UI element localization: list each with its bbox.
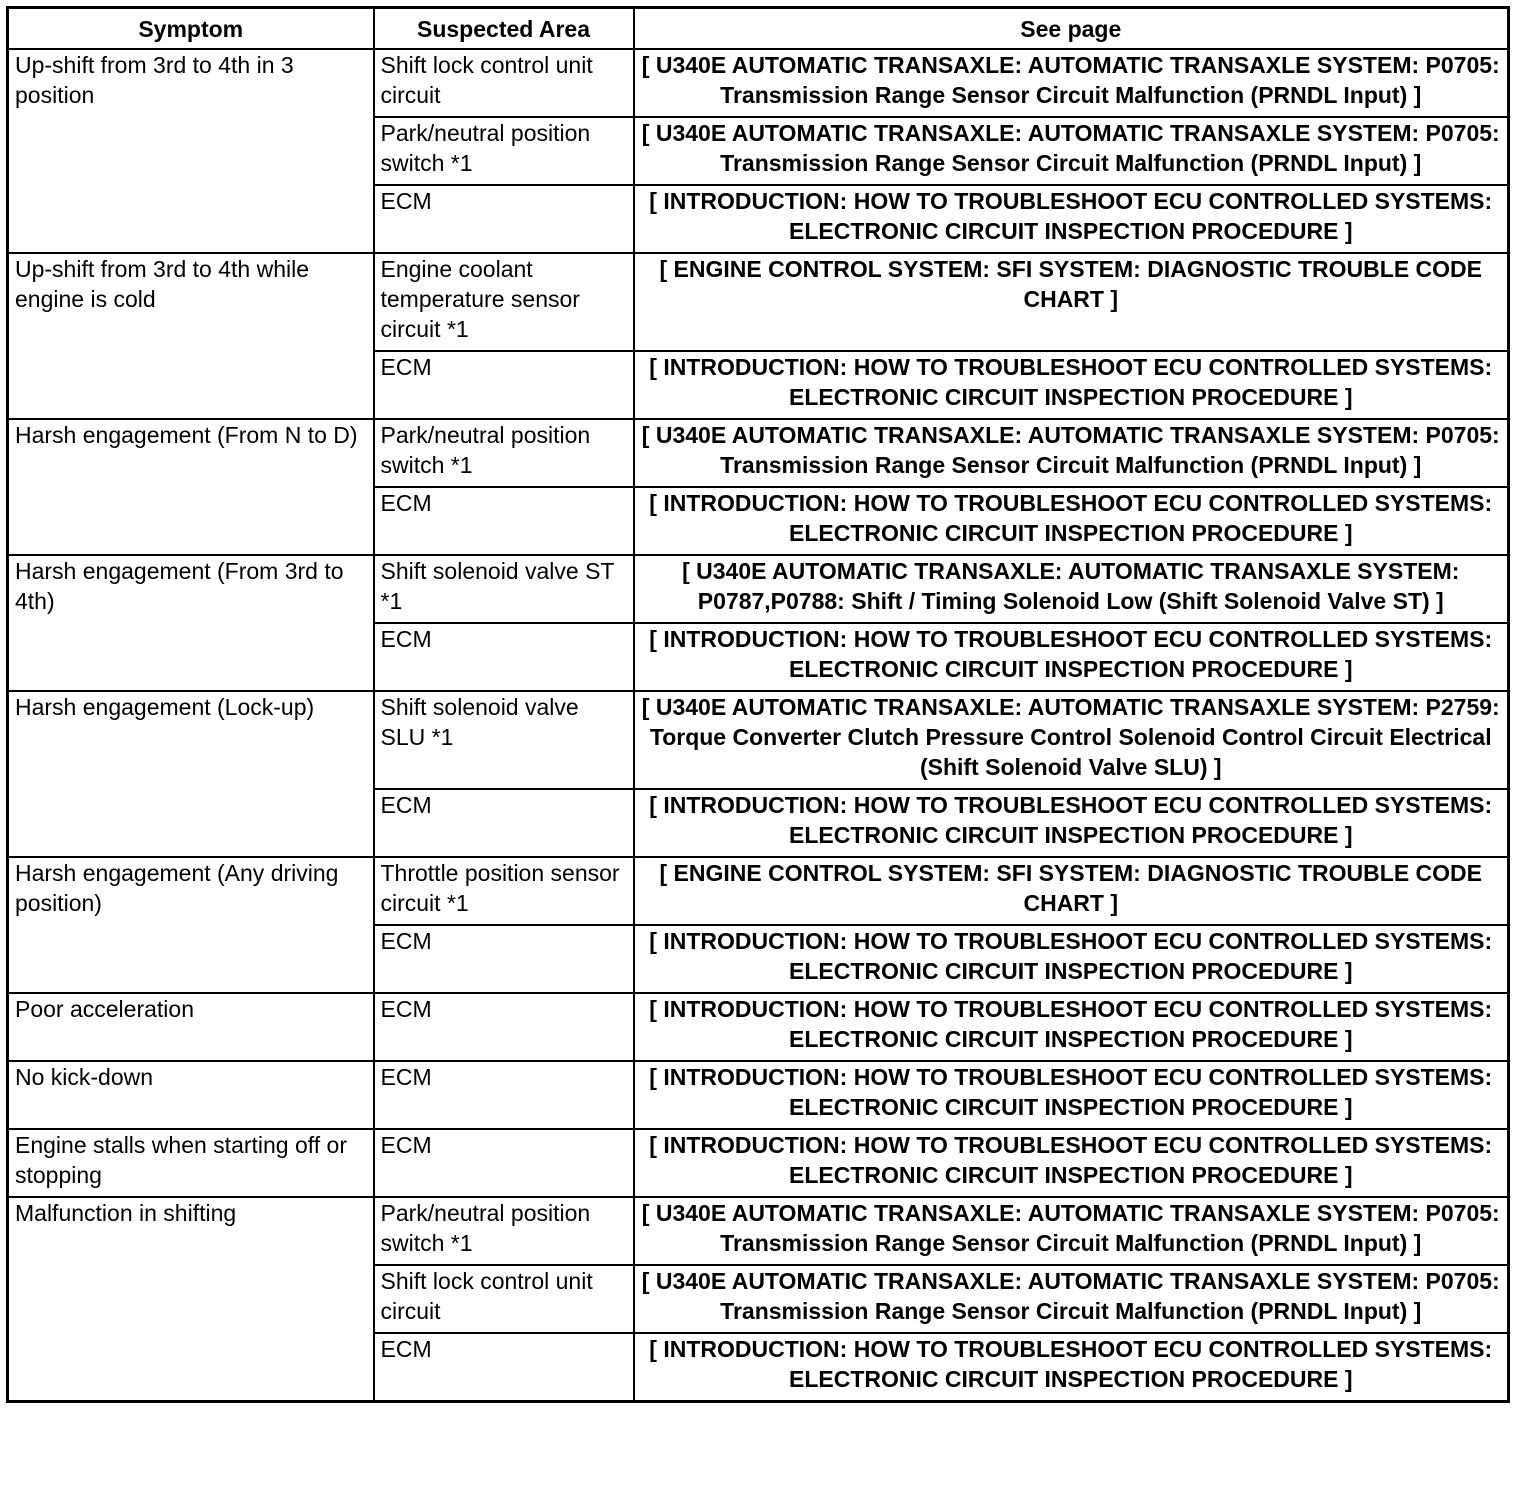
suspected-area-cell: Shift lock control unit circuit (374, 49, 634, 117)
see-page-link[interactable]: [ INTRODUCTION: HOW TO TROUBLESHOOT ECU CONTROLLED SYSTEMS: ELECTRONIC CIRCUIT INSPECTION PROCEDURE ] (634, 1061, 1509, 1129)
see-page-link[interactable]: [ ENGINE CONTROL SYSTEM: SFI SYSTEM: DIAGNOSTIC TROUBLE CODE CHART ] (634, 857, 1509, 925)
suspected-area-cell: ECM (374, 487, 634, 555)
suspected-area-cell: ECM (374, 993, 634, 1061)
symptom-cell: Harsh engagement (From 3rd to 4th) (8, 555, 374, 691)
see-page-link[interactable]: [ INTRODUCTION: HOW TO TROUBLESHOOT ECU CONTROLLED SYSTEMS: ELECTRONIC CIRCUIT INSPECTION PROCEDURE ] (634, 925, 1509, 993)
see-page-link[interactable]: [ INTRODUCTION: HOW TO TROUBLESHOOT ECU CONTROLLED SYSTEMS: ELECTRONIC CIRCUIT INSPECTION PROCEDURE ] (634, 1333, 1509, 1402)
symptom-cell: Harsh engagement (Any driving position) (8, 857, 374, 993)
table-row (8, 555, 1509, 623)
see-page-link[interactable]: [ INTRODUCTION: HOW TO TROUBLESHOOT ECU CONTROLLED SYSTEMS: ELECTRONIC CIRCUIT INSPECTION PROCEDURE ] (634, 1129, 1509, 1197)
suspected-area-cell: Park/neutral position switch *1 (374, 1197, 634, 1265)
suspected-area-cell: ECM (374, 1333, 634, 1402)
suspected-area-cell: Park/neutral position switch *1 (374, 117, 634, 185)
symptom-cell: Harsh engagement (From N to D) (8, 419, 374, 555)
table-row (8, 253, 1509, 351)
table-row (8, 857, 1509, 925)
symptom-cell: Poor acceleration (8, 993, 374, 1061)
see-page-link[interactable]: [ U340E AUTOMATIC TRANSAXLE: AUTOMATIC TRANSAXLE SYSTEM: P0787,P0788: Shift / Timing Solenoid Low (Shift Solenoid Valve ST) ] (634, 555, 1509, 623)
see-page-link[interactable]: [ INTRODUCTION: HOW TO TROUBLESHOOT ECU CONTROLLED SYSTEMS: ELECTRONIC CIRCUIT INSPECTION PROCEDURE ] (634, 789, 1509, 857)
table-header-row (8, 8, 1509, 50)
header-suspected-area: Suspected Area (374, 8, 634, 50)
diagnostic-table (6, 6, 1510, 1403)
symptom-cell: Harsh engagement (Lock-up) (8, 691, 374, 857)
suspected-area-cell: ECM (374, 1061, 634, 1129)
see-page-link[interactable]: [ U340E AUTOMATIC TRANSAXLE: AUTOMATIC TRANSAXLE SYSTEM: P0705: Transmission Range Sensor Circuit Malfunction (PRNDL Input) ] (634, 419, 1509, 487)
suspected-area-cell: ECM (374, 1129, 634, 1197)
table-row (8, 1129, 1509, 1197)
see-page-link[interactable]: [ U340E AUTOMATIC TRANSAXLE: AUTOMATIC TRANSAXLE SYSTEM: P0705: Transmission Range Sensor Circuit Malfunction (PRNDL Input) ] (634, 1265, 1509, 1333)
see-page-link[interactable]: [ INTRODUCTION: HOW TO TROUBLESHOOT ECU CONTROLLED SYSTEMS: ELECTRONIC CIRCUIT INSPECTION PROCEDURE ] (634, 351, 1509, 419)
suspected-area-cell: ECM (374, 925, 634, 993)
suspected-area-cell: ECM (374, 623, 634, 691)
suspected-area-cell: ECM (374, 351, 634, 419)
see-page-link[interactable]: [ U340E AUTOMATIC TRANSAXLE: AUTOMATIC TRANSAXLE SYSTEM: P0705: Transmission Range Sensor Circuit Malfunction (PRNDL Input) ] (634, 117, 1509, 185)
see-page-link[interactable]: [ INTRODUCTION: HOW TO TROUBLESHOOT ECU CONTROLLED SYSTEMS: ELECTRONIC CIRCUIT INSPECTION PROCEDURE ] (634, 487, 1509, 555)
table-row (8, 1061, 1509, 1129)
header-see-page: See page (634, 8, 1509, 50)
table-row (8, 1197, 1509, 1265)
see-page-link[interactable]: [ INTRODUCTION: HOW TO TROUBLESHOOT ECU CONTROLLED SYSTEMS: ELECTRONIC CIRCUIT INSPECTION PROCEDURE ] (634, 993, 1509, 1061)
table-row (8, 993, 1509, 1061)
table-row (8, 49, 1509, 117)
suspected-area-cell: Shift solenoid valve ST *1 (374, 555, 634, 623)
see-page-link[interactable]: [ U340E AUTOMATIC TRANSAXLE: AUTOMATIC TRANSAXLE SYSTEM: P0705: Transmission Range Sensor Circuit Malfunction (PRNDL Input) ] (634, 1197, 1509, 1265)
see-page-link[interactable]: [ U340E AUTOMATIC TRANSAXLE: AUTOMATIC TRANSAXLE SYSTEM: P2759: Torque Converter Clutch Pressure Control Solenoid Control Circuit Electrical (Shift Solenoid Valve SLU) ] (634, 691, 1509, 789)
table-row (8, 419, 1509, 487)
suspected-area-cell: Engine coolant temperature sensor circuit *1 (374, 253, 634, 351)
suspected-area-cell: ECM (374, 185, 634, 253)
symptom-cell: Malfunction in shifting (8, 1197, 374, 1402)
symptom-cell: Up-shift from 3rd to 4th in 3 position (8, 49, 374, 253)
see-page-link[interactable]: [ INTRODUCTION: HOW TO TROUBLESHOOT ECU CONTROLLED SYSTEMS: ELECTRONIC CIRCUIT INSPECTION PROCEDURE ] (634, 185, 1509, 253)
symptom-cell: No kick-down (8, 1061, 374, 1129)
suspected-area-cell: Shift lock control unit circuit (374, 1265, 634, 1333)
suspected-area-cell: Throttle position sensor circuit *1 (374, 857, 634, 925)
see-page-link[interactable]: [ ENGINE CONTROL SYSTEM: SFI SYSTEM: DIAGNOSTIC TROUBLE CODE CHART ] (634, 253, 1509, 351)
suspected-area-cell: Shift solenoid valve SLU *1 (374, 691, 634, 789)
header-symptom: Symptom (8, 8, 374, 50)
suspected-area-cell: ECM (374, 789, 634, 857)
symptom-cell: Up-shift from 3rd to 4th while engine is cold (8, 253, 374, 419)
see-page-link[interactable]: [ U340E AUTOMATIC TRANSAXLE: AUTOMATIC TRANSAXLE SYSTEM: P0705: Transmission Range Sensor Circuit Malfunction (PRNDL Input) ] (634, 49, 1509, 117)
symptom-cell: Engine stalls when starting off or stopping (8, 1129, 374, 1197)
table-row (8, 691, 1509, 789)
see-page-link[interactable]: [ INTRODUCTION: HOW TO TROUBLESHOOT ECU CONTROLLED SYSTEMS: ELECTRONIC CIRCUIT INSPECTION PROCEDURE ] (634, 623, 1509, 691)
suspected-area-cell: Park/neutral position switch *1 (374, 419, 634, 487)
